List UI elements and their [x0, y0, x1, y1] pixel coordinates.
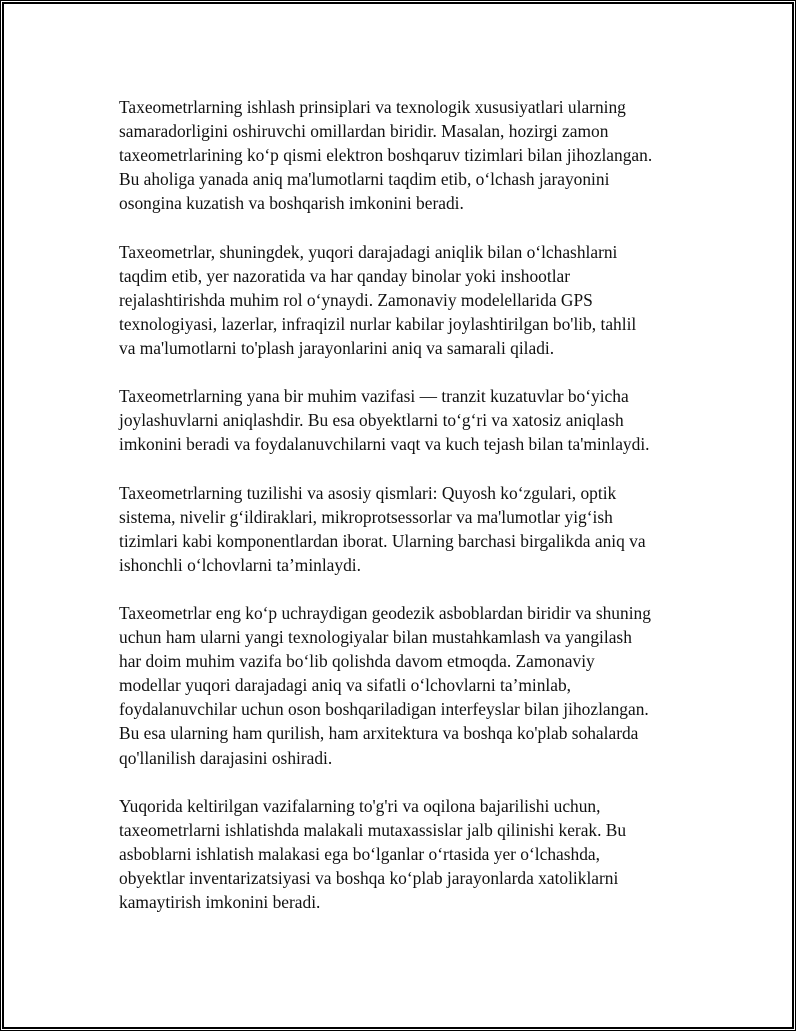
text-line: obyektlar inventarizatsiyasi va boshqa ko‘plab jarayonlarda xatoliklarni [119, 868, 619, 888]
text-line: sistema, nivelir g‘ildiraklari, mikroprotsessorlar va ma'lumotlar yig‘ish [119, 506, 613, 527]
text-line: asboblarni ishlatish malakasi ega bo‘lganlar o‘rtasida yer o‘lchashda, [119, 843, 600, 864]
text-line: Taxeometrlar eng ko‘p uchraydigan geodezik asboblardan biridir va shuning [119, 602, 651, 623]
text-line: modellar yuqori darajadagi aniq va sifatli o‘lchovlarni ta’minlab, [119, 675, 572, 696]
paragraph [119, 601, 694, 770]
text-line: samaradorligini oshiruvchi omillardan biridir. Masalan, hozirgi zamon [119, 121, 609, 142]
text-line: uchun ham ularni yangi texnologiyalar bilan mustahkamlash va yangilash [119, 627, 632, 648]
paragraph [119, 794, 694, 914]
text-line: Taxeometrlarning ishlash prinsiplari va texnologik xususiyatlari ularning [119, 97, 626, 117]
text-line: Bu esa ularning ham qurilish, ham arxitektura va boshqa ko'plab sohalarda [119, 723, 639, 744]
text-line: Yuqorida keltirilgan vazifalarning to'g'ri va oqilona bajarilishi uchun, [119, 795, 601, 816]
text-line: rejalashtirishda muhim rol o‘ynaydi. Zamonaviy modelellarida GPS [119, 289, 593, 310]
paragraph [119, 95, 694, 215]
text-line: taxeometrlarining ko‘p qismi elektron boshqaruv tizimlari bilan jihozlangan. [119, 145, 653, 166]
text-line: qo'llanilish darajasini oshiradi. [119, 747, 333, 768]
document-body [119, 95, 694, 938]
text-line: imkonini beradi va foydalanuvchilarni vaqt va kuch tejash bilan ta'minlaydi. [119, 434, 650, 455]
text-line: har doim muhim vazifa bo‘lib qolishda davom etmoqda. Zamonaviy [119, 651, 595, 672]
text-line: ishonchli o‘lchovlarni ta’minlaydi. [119, 554, 361, 575]
text-line: taxeometrlarni ishlatishda malakali mutaxassislar jalb qilinishi kerak. Bu [119, 819, 627, 840]
text-line: foydalanuvchilar uchun oson boshqariladigan interfeyslar bilan jihozlangan. [119, 699, 649, 720]
text-line: texnologiyasi, lazerlar, infraqizil nurlar kabilar joylashtirilgan bo'lib, tahlil [119, 313, 637, 334]
text-line: Taxeometrlarning yana bir muhim vazifasi — tranzit kuzatuvlar bo‘yicha [119, 386, 629, 407]
text-line: kamaytirish imkonini beradi. [119, 892, 321, 913]
paragraph [119, 240, 694, 360]
text-line: Taxeometrlar, shuningdek, yuqori darajadagi aniqlik bilan o‘lchashlarni [119, 241, 618, 262]
text-line: tizimlari kabi komponentlardan iborat. Ularning barchasi birgalikda aniq va [119, 530, 646, 551]
paragraph [119, 481, 694, 577]
paragraph [119, 384, 694, 456]
text-line: Taxeometrlarning tuzilishi va asosiy qismlari: Quyosh ko‘zgulari, optik [119, 482, 617, 503]
text-line: joylashuvlarni aniqlashdir. Bu esa obyektlarni to‘g‘ri va xatosiz aniqlash [119, 410, 624, 431]
text-line: Bu aholiga yanada aniq ma'lumotlarni taqdim etib, o‘lchash jarayonini [119, 169, 610, 190]
document-page [2, 2, 794, 1029]
text-line: va ma'lumotlarni to'plash jarayonlarini aniq va samarali qiladi. [119, 337, 555, 358]
text-line: osongina kuzatish va boshqarish imkonini beradi. [119, 193, 464, 214]
text-line: taqdim etib, yer nazoratida va har qanday binolar yoki inshootlar [119, 265, 571, 286]
